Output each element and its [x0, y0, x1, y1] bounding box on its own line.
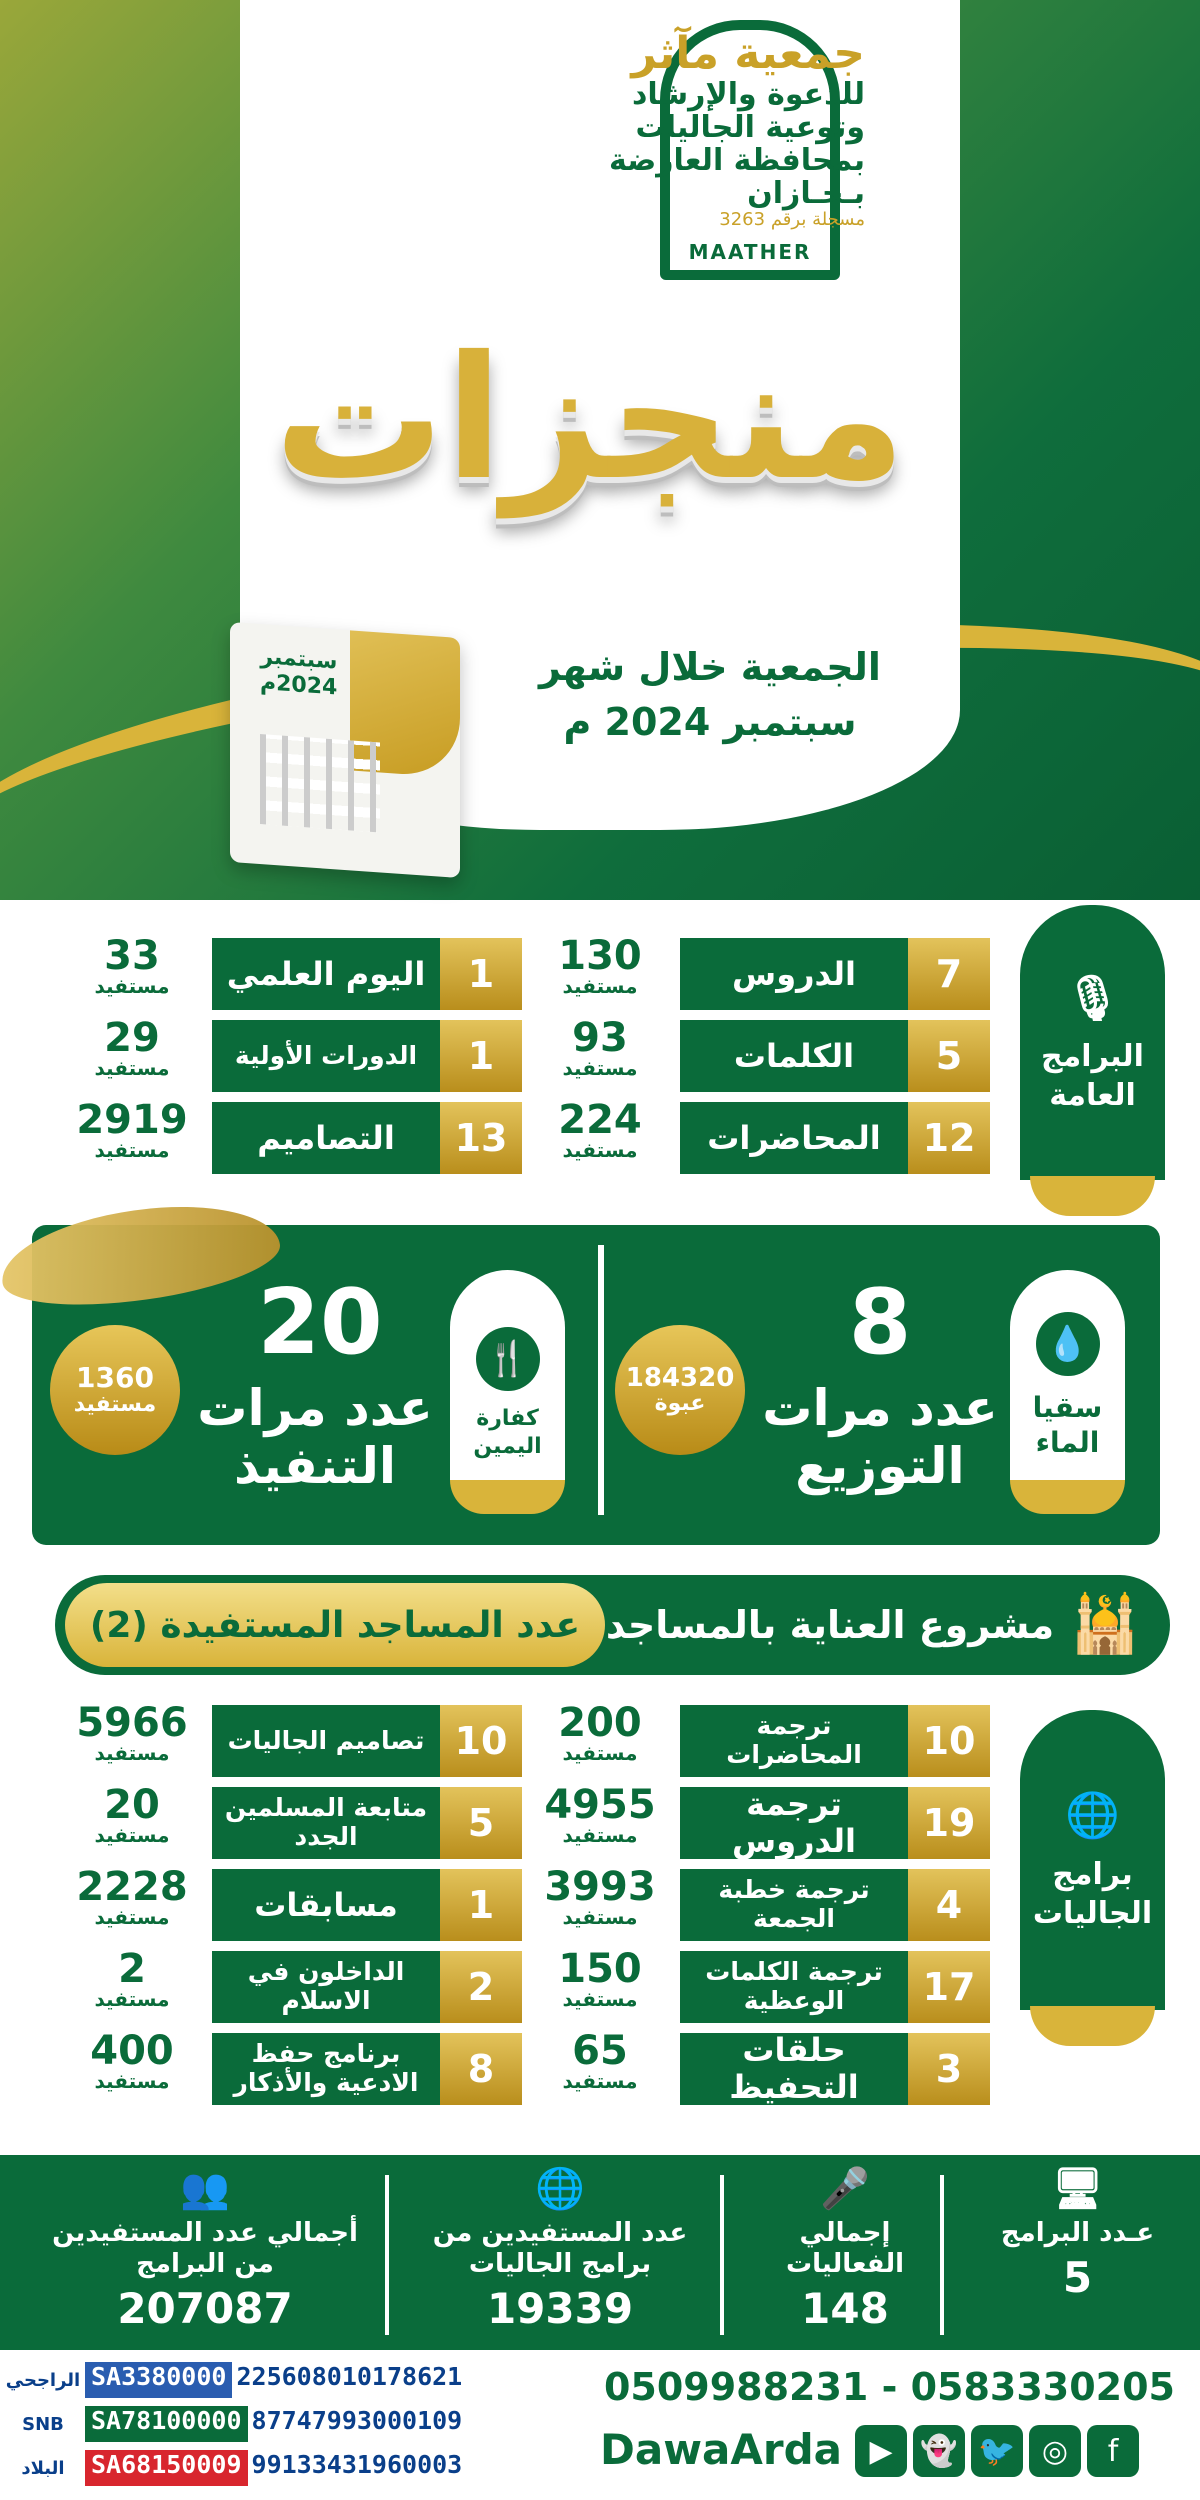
- stat-label: مسابقات: [212, 1869, 440, 1941]
- water-circle-unit: عبوة: [654, 1391, 706, 1417]
- iban-row[interactable]: [85, 2362, 462, 2398]
- beneficiaries-value: 400: [90, 2028, 174, 2074]
- stat-row: [212, 1705, 522, 1777]
- water-tag-card: [1010, 1270, 1125, 1480]
- org-line-3: بمحافظة العارضة: [609, 143, 865, 179]
- stat-row: [680, 1102, 990, 1174]
- beneficiaries-value: 2919: [76, 1097, 188, 1143]
- beneficiaries-unit: مستفيد: [94, 1741, 170, 1765]
- calendar-label: [260, 644, 337, 702]
- stat-row: [680, 1705, 990, 1777]
- water-circle-value: 184320: [625, 1362, 735, 1393]
- general-programs-tag: [1020, 905, 1165, 1180]
- beneficiaries-value: 33: [104, 933, 160, 979]
- total-beneficiaries: [30, 2165, 380, 2345]
- kaffara-label-2: التنفيذ: [233, 1436, 396, 1495]
- beneficiaries-value: 93: [572, 1015, 628, 1061]
- water-tag-label: سقيا الماء: [1032, 1391, 1103, 1459]
- stat-label: متابعة المسلمين الجدد: [212, 1787, 440, 1859]
- hero-subtitle-line-1: الجمعية خلال شهر: [539, 645, 881, 689]
- phone-numbers[interactable]: 0509988231 - 0583330205: [603, 2365, 1175, 2409]
- total-programs-label: عـدد البرامج: [1000, 2218, 1155, 2248]
- beneficiaries: [72, 1097, 192, 1162]
- stat-label: الكلمات: [680, 1020, 908, 1092]
- stat-label: ترجمة المحاضرات: [680, 1705, 908, 1777]
- kaffara-tag-card: [450, 1270, 565, 1480]
- kaffara-label-1: عدد مرات: [197, 1379, 433, 1437]
- stat-row: [680, 1020, 990, 1092]
- beneficiaries-unit: مستفيد: [562, 1138, 638, 1162]
- total-beneficiaries-value: 207087: [117, 2284, 293, 2334]
- stat-count: 13: [440, 1102, 522, 1174]
- logo-caption: MAATHER: [688, 240, 812, 264]
- beneficiaries-unit: مستفيد: [94, 1987, 170, 2011]
- footer-divider: [940, 2175, 944, 2335]
- beneficiaries: [540, 1864, 660, 1929]
- stat-count: 10: [908, 1705, 990, 1777]
- iban-row[interactable]: [85, 2406, 462, 2442]
- stat-row: [212, 1787, 522, 1859]
- kaffara-circle-unit: مستفيد: [73, 1392, 157, 1418]
- stat-label: تصاميم الجاليات: [212, 1705, 440, 1777]
- org-text: [445, 30, 865, 230]
- total-community-value: 19339: [486, 2284, 634, 2334]
- stat-count: 12: [908, 1102, 990, 1174]
- stat-label: التصاميم: [212, 1102, 440, 1174]
- beneficiaries: [72, 933, 192, 998]
- water-label-2: التوزيع: [795, 1436, 965, 1495]
- stat-label: اليوم العلمي: [212, 938, 440, 1010]
- stat-count: 7: [908, 938, 990, 1010]
- mosques-count: عدد المساجد المستفيدة (2): [65, 1583, 605, 1667]
- stat-row: [212, 1102, 522, 1174]
- beneficiaries-value: 200: [558, 1700, 642, 1746]
- beneficiaries: [540, 1782, 660, 1847]
- stat-count: 3: [908, 2033, 990, 2105]
- stat-row: [680, 938, 990, 1010]
- org-name: جمعية مآثر: [631, 28, 865, 79]
- water-label-1: عدد مرات: [762, 1379, 998, 1437]
- beneficiaries-unit: مستفيد: [562, 2069, 638, 2093]
- kaffara-circle-value: 1360: [76, 1360, 154, 1394]
- water-tag: [1010, 1270, 1125, 1514]
- water-drop-icon: 💧: [1036, 1312, 1100, 1376]
- communities-tag: [1020, 1710, 1165, 2010]
- org-line-4: بـجـازان: [747, 176, 865, 212]
- water-count: 8: [848, 1270, 912, 1375]
- stat-count: 17: [908, 1951, 990, 2023]
- total-events-value: 148: [801, 2284, 889, 2334]
- beneficiaries-value: 2228: [76, 1864, 188, 1910]
- stat-label: الداخلون في الاسلام: [212, 1951, 440, 2023]
- beneficiaries: [72, 1700, 192, 1765]
- beneficiaries-value: 65: [572, 2028, 628, 2074]
- footer-divider: [720, 2175, 724, 2335]
- iban-number: 225608010178621: [236, 2362, 463, 2391]
- beneficiaries-unit: مستفيد: [562, 1823, 638, 1847]
- stat-count: 10: [440, 1705, 522, 1777]
- stat-row: [680, 2033, 990, 2105]
- stat-label: ترجمة الكلمات الوعظية: [680, 1951, 908, 2023]
- beneficiaries: [72, 2028, 192, 2093]
- stat-label: حلقات التحفيظ: [680, 2033, 908, 2105]
- panel-divider: [598, 1245, 604, 1515]
- beneficiaries-unit: مستفيد: [562, 974, 638, 998]
- kaffara-tag-base: [450, 1480, 565, 1514]
- org-line-1: للدعوة والإرشاد: [632, 77, 865, 113]
- social-handle[interactable]: DawaArda: [600, 2425, 842, 2474]
- stat-row: [680, 1787, 990, 1859]
- beneficiaries-unit: مستفيد: [94, 2069, 170, 2093]
- dining-icon: 🍴: [476, 1327, 540, 1391]
- globe-icon: 🌐: [1065, 1790, 1120, 1842]
- beneficiaries-value: 20: [104, 1782, 160, 1828]
- beneficiaries: [72, 1015, 192, 1080]
- hero-subtitle: [520, 640, 900, 750]
- stat-label: الدورات الأولية: [212, 1020, 440, 1092]
- microphone-icon: 🎙: [1064, 972, 1121, 1024]
- water-tag-base: [1010, 1480, 1125, 1514]
- beneficiaries-value: 4955: [544, 1782, 656, 1828]
- calendar-grid: [260, 734, 380, 832]
- org-line-2: وتوعية الجاليات: [635, 110, 865, 146]
- stat-label: المحاضرات: [680, 1102, 908, 1174]
- total-community-label: عدد المستفيدين من برامج الجاليات: [432, 2218, 688, 2280]
- beneficiaries-unit: مستفيد: [562, 1741, 638, 1765]
- beneficiaries-unit: مستفيد: [94, 1823, 170, 1847]
- monitor-icon: 🖥: [1052, 2166, 1103, 2212]
- beneficiaries-unit: مستفيد: [94, 1905, 170, 1929]
- beneficiaries: [540, 1700, 660, 1765]
- bank-logo: البلاد: [21, 2457, 65, 2479]
- beneficiaries: [72, 1782, 192, 1847]
- facebook-icon[interactable]: f: [1087, 2425, 1139, 2477]
- hero-title: منجزات: [273, 320, 907, 518]
- youtube-icon[interactable]: ▶: [855, 2425, 907, 2477]
- beneficiaries-unit: مستفيد: [562, 1987, 638, 2011]
- stat-count: 5: [440, 1787, 522, 1859]
- kaffara-tag: [450, 1270, 565, 1514]
- beneficiaries-value: 3993: [544, 1864, 656, 1910]
- stat-count: 2: [440, 1951, 522, 2023]
- iban-prefix: SA3380000: [85, 2362, 232, 2398]
- beneficiaries-unit: مستفيد: [94, 1056, 170, 1080]
- total-beneficiaries-label: أجمالي عدد المستفيدين من البرامج: [52, 2218, 358, 2280]
- calendar-month: سبتمبر: [260, 644, 338, 675]
- stat-count: 1: [440, 1020, 522, 1092]
- iban-row[interactable]: [85, 2450, 462, 2486]
- beneficiaries-value: 150: [558, 1946, 642, 1992]
- stat-row: [212, 2033, 522, 2105]
- total-community-beneficiaries: [405, 2165, 715, 2345]
- beneficiaries-unit: مستفيد: [562, 1905, 638, 1929]
- stat-row: [680, 1951, 990, 2023]
- total-programs-value: 5: [1062, 2253, 1093, 2303]
- beneficiaries: [540, 1097, 660, 1162]
- beneficiaries: [72, 1946, 192, 2011]
- org-registration: مسجلة برقم 3263: [719, 209, 865, 231]
- beneficiaries: [540, 1946, 660, 2011]
- stat-row: [212, 1869, 522, 1941]
- kaffara-label: [185, 1380, 445, 1495]
- beneficiaries: [540, 1015, 660, 1080]
- water-circle: [615, 1325, 745, 1455]
- communities-label: برامج الجاليات: [1032, 1856, 1153, 1931]
- iban-prefix: SA78100000: [85, 2406, 248, 2442]
- instagram-icon[interactable]: ◎: [1029, 2425, 1081, 2477]
- beneficiaries-unit: مستفيد: [562, 1056, 638, 1080]
- stat-row: [212, 938, 522, 1010]
- beneficiaries-unit: مستفيد: [94, 1138, 170, 1162]
- calendar-year: 2024م: [260, 670, 338, 701]
- stat-count: 5: [908, 1020, 990, 1092]
- bank-logo: SNB: [22, 2413, 64, 2435]
- iban-number: 87747993000109: [251, 2406, 463, 2435]
- stat-row: [680, 1869, 990, 1941]
- stat-count: 4: [908, 1869, 990, 1941]
- twitter-icon[interactable]: 🐦: [971, 2425, 1023, 2477]
- beneficiaries: [72, 1864, 192, 1929]
- beneficiaries-value: 5966: [76, 1700, 188, 1746]
- mosques-project: مشروع العناية بالمساجد: [605, 1603, 1055, 1647]
- total-events-label: إجمالي الفعاليات: [785, 2218, 905, 2280]
- mosque-icon: 🕌: [1070, 1592, 1140, 1657]
- iban-prefix: SA68150009: [85, 2450, 248, 2486]
- stat-count: 1: [440, 938, 522, 1010]
- calendar-illustration: [230, 622, 460, 878]
- beneficiaries-value: 2: [118, 1946, 146, 1992]
- beneficiaries: [540, 2028, 660, 2093]
- footer-divider: [385, 2175, 389, 2335]
- beneficiaries-unit: مستفيد: [94, 974, 170, 998]
- kaffara-tag-label: كفارة اليمين: [473, 1406, 542, 1459]
- beneficiaries-value: 224: [558, 1097, 642, 1143]
- iban-number: 99133431960003: [251, 2450, 463, 2479]
- stat-count: 8: [440, 2033, 522, 2105]
- audience-icon: 👥: [180, 2166, 230, 2212]
- globe-icon: 🌐: [535, 2166, 585, 2212]
- kaffara-count: 20: [257, 1270, 383, 1375]
- stat-label: ترجمة خطبة الجمعة: [680, 1869, 908, 1941]
- stat-label: برنامج حفظ الادعية والأذكار: [212, 2033, 440, 2105]
- water-label: [750, 1380, 1010, 1495]
- stat-label: الدروس: [680, 938, 908, 1010]
- kaffara-circle: [50, 1325, 180, 1455]
- stat-label: ترجمة الدروس: [680, 1787, 908, 1859]
- snapchat-icon[interactable]: 👻: [913, 2425, 965, 2477]
- microphone-icon: 🎤: [820, 2166, 870, 2212]
- stat-row: [212, 1951, 522, 2023]
- general-programs-label: البرامج العامة: [1041, 1039, 1144, 1114]
- stat-row: [212, 1020, 522, 1092]
- beneficiaries-value: 130: [558, 933, 642, 979]
- total-programs: [975, 2165, 1180, 2345]
- beneficiaries: [540, 933, 660, 998]
- beneficiaries-value: 29: [104, 1015, 160, 1061]
- total-events: [755, 2165, 935, 2345]
- hero-subtitle-line-2: سبتمبر 2024 م: [563, 700, 857, 745]
- stat-count: 1: [440, 1869, 522, 1941]
- bank-logo: الراجحي: [5, 2369, 81, 2391]
- stat-count: 19: [908, 1787, 990, 1859]
